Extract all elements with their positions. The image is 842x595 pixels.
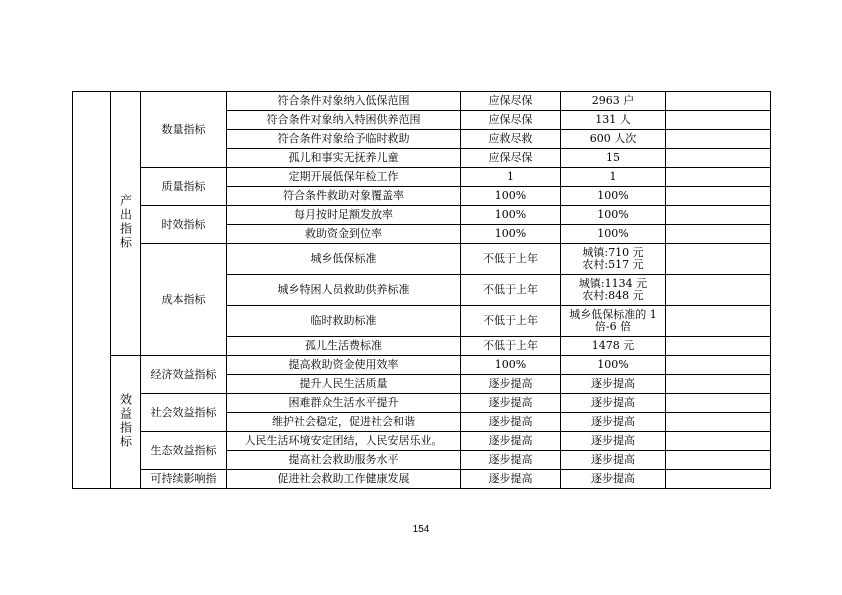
actual-value: 15	[561, 149, 666, 168]
table-row	[73, 206, 771, 225]
actual-value: 1478 元	[561, 337, 666, 356]
actual-value: 100%	[561, 206, 666, 225]
table-row	[73, 470, 771, 489]
table-row	[73, 244, 771, 275]
table-row	[73, 92, 771, 111]
indicator-name: 每月按时足额发放率	[227, 206, 461, 225]
target-value: 应保尽保	[461, 149, 561, 168]
target-value: 1	[461, 168, 561, 187]
indicator-name: 孤儿和事实无抚养儿童	[227, 149, 461, 168]
actual-value: 100%	[561, 225, 666, 244]
page-number: 154	[412, 524, 430, 535]
target-value: 应保尽保	[461, 111, 561, 130]
sub-category-cost: 成本指标	[141, 244, 227, 356]
blank-cell	[73, 92, 111, 489]
actual-value: 600 人次	[561, 130, 666, 149]
category-effect: 效益指标	[111, 356, 141, 489]
actual-value: 2963 户	[561, 92, 666, 111]
sub-category-social: 社会效益指标	[141, 394, 227, 432]
empty-cell	[666, 413, 771, 432]
indicator-name: 救助资金到位率	[227, 225, 461, 244]
target-value: 不低于上年	[461, 275, 561, 306]
empty-cell	[666, 168, 771, 187]
sub-category-sustainability: 可持续影响指	[141, 470, 227, 489]
empty-cell	[666, 244, 771, 275]
table-row	[73, 394, 771, 413]
indicator-name: 孤儿生活费标准	[227, 337, 461, 356]
indicator-name: 困难群众生活水平提升	[227, 394, 461, 413]
target-value: 100%	[461, 187, 561, 206]
target-value: 逐步提高	[461, 375, 561, 394]
empty-cell	[666, 375, 771, 394]
performance-indicator-table	[72, 91, 771, 489]
indicator-name: 维护社会稳定，促进社会和谐	[227, 413, 461, 432]
target-value: 逐步提高	[461, 394, 561, 413]
empty-cell	[666, 432, 771, 451]
actual-value: 城镇:710 元 农村:517 元	[561, 244, 666, 275]
target-value: 逐步提高	[461, 451, 561, 470]
target-value: 100%	[461, 356, 561, 375]
sub-category-ecological: 生态效益指标	[141, 432, 227, 470]
empty-cell	[666, 451, 771, 470]
actual-value: 逐步提高	[561, 375, 666, 394]
indicator-name: 符合条件对象纳入低保范围	[227, 92, 461, 111]
target-value: 不低于上年	[461, 306, 561, 337]
target-value: 100%	[461, 206, 561, 225]
table-row	[73, 356, 771, 375]
indicator-name: 提高社会救助服务水平	[227, 451, 461, 470]
empty-cell	[666, 470, 771, 489]
target-value: 不低于上年	[461, 244, 561, 275]
sub-category-quantity: 数量指标	[141, 92, 227, 168]
actual-value: 逐步提高	[561, 413, 666, 432]
indicator-name: 城乡低保标准	[227, 244, 461, 275]
category-output: 产出指标	[111, 92, 141, 356]
actual-value: 逐步提高	[561, 451, 666, 470]
indicator-name: 提升人民生活质量	[227, 375, 461, 394]
actual-value: 城乡低保标准的 1 倍-6 倍	[561, 306, 666, 337]
empty-cell	[666, 337, 771, 356]
actual-value: 逐步提高	[561, 394, 666, 413]
sub-category-quality: 质量指标	[141, 168, 227, 206]
empty-cell	[666, 225, 771, 244]
target-value: 逐步提高	[461, 470, 561, 489]
indicator-name: 临时救助标准	[227, 306, 461, 337]
indicator-name: 促进社会救助工作健康发展	[227, 470, 461, 489]
empty-cell	[666, 206, 771, 225]
indicator-name: 符合条件救助对象覆盖率	[227, 187, 461, 206]
target-value: 逐步提高	[461, 413, 561, 432]
empty-cell	[666, 275, 771, 306]
indicator-name: 人民生活环境安定团结，人民安居乐业。	[227, 432, 461, 451]
indicator-name: 城乡特困人员救助供养标准	[227, 275, 461, 306]
sub-category-economic: 经济效益指标	[141, 356, 227, 394]
target-value: 不低于上年	[461, 337, 561, 356]
indicator-name: 符合条件对象给予临时救助	[227, 130, 461, 149]
empty-cell	[666, 92, 771, 111]
indicator-name: 符合条件对象纳入特困供养范围	[227, 111, 461, 130]
sub-category-timeliness: 时效指标	[141, 206, 227, 244]
target-value: 逐步提高	[461, 432, 561, 451]
target-value: 应保尽保	[461, 92, 561, 111]
actual-value: 逐步提高	[561, 432, 666, 451]
indicator-name: 提高救助资金使用效率	[227, 356, 461, 375]
empty-cell	[666, 356, 771, 375]
empty-cell	[666, 394, 771, 413]
actual-value: 1	[561, 168, 666, 187]
actual-value: 131 人	[561, 111, 666, 130]
target-value: 应救尽救	[461, 130, 561, 149]
indicator-name: 定期开展低保年检工作	[227, 168, 461, 187]
actual-value: 100%	[561, 187, 666, 206]
target-value: 100%	[461, 225, 561, 244]
actual-value: 100%	[561, 356, 666, 375]
empty-cell	[666, 111, 771, 130]
actual-value: 城镇:1134 元 农村:848 元	[561, 275, 666, 306]
actual-value: 逐步提高	[561, 470, 666, 489]
empty-cell	[666, 149, 771, 168]
empty-cell	[666, 130, 771, 149]
empty-cell	[666, 306, 771, 337]
empty-cell	[666, 187, 771, 206]
table-row	[73, 432, 771, 451]
table-row	[73, 168, 771, 187]
